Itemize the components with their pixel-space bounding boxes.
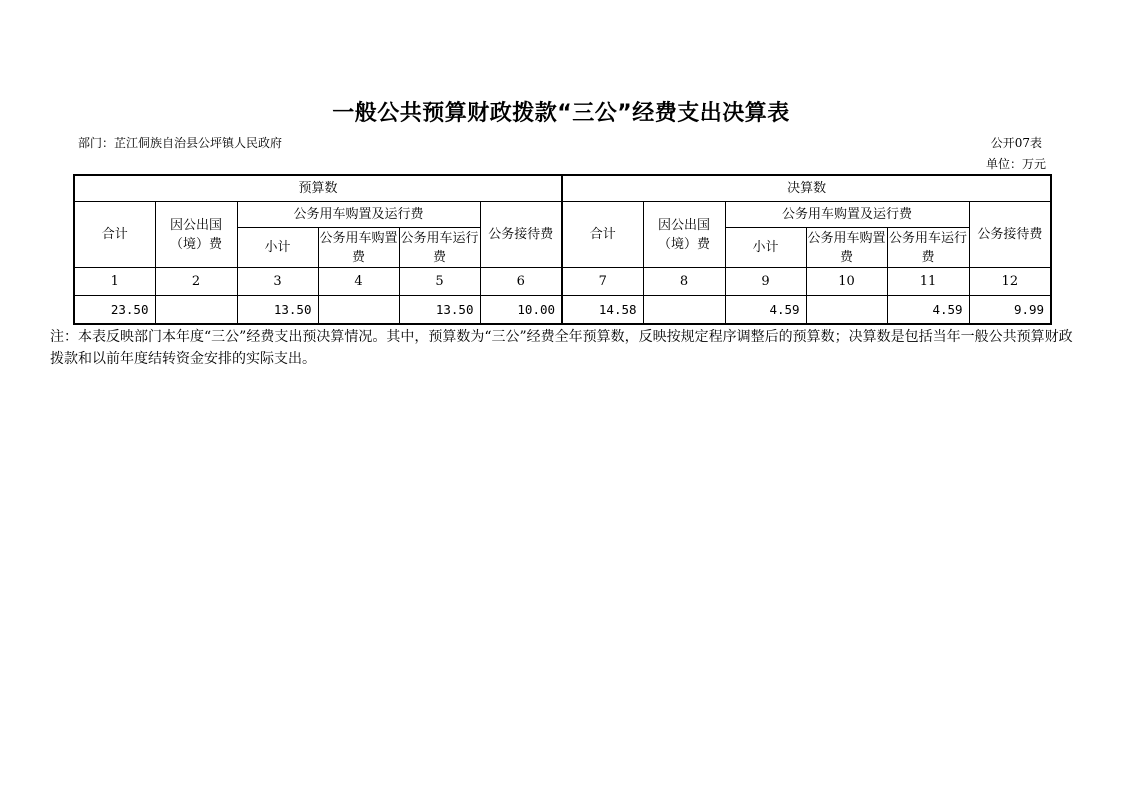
unit-label: 单位：万元 xyxy=(985,157,1046,171)
final-reception-value: 9.99 xyxy=(969,296,1051,325)
budget-vehicle-operation-value: 13.50 xyxy=(399,296,480,325)
page-title: 一般公共预算财政拨款“三公”经费支出决算表 xyxy=(332,101,790,126)
budget-vehicle-operation-header: 公务用车运行费 xyxy=(399,228,480,268)
final-reception-header: 公务接待费 xyxy=(969,202,1051,268)
index-cell: 4 xyxy=(318,268,399,296)
index-cell: 12 xyxy=(969,268,1051,296)
form-number: 公开07表 xyxy=(990,136,1042,150)
budget-vehicle-group-header: 公务用车购置及运行费 xyxy=(237,202,480,228)
final-subtotal-value: 4.59 xyxy=(725,296,806,325)
final-total-header: 合计 xyxy=(562,202,643,268)
final-vehicle-operation-header: 公务用车运行费 xyxy=(887,228,969,268)
budget-abroad-header: 因公出国（境）费 xyxy=(155,202,237,268)
final-vehicle-purchase-value xyxy=(806,296,887,325)
index-cell: 1 xyxy=(74,268,155,296)
budget-reception-value: 10.00 xyxy=(480,296,562,325)
final-subtotal-header: 小计 xyxy=(725,228,806,268)
final-total-value: 14.58 xyxy=(562,296,643,325)
data-row xyxy=(74,296,1051,325)
budget-subtotal-value: 13.50 xyxy=(237,296,318,325)
index-cell: 7 xyxy=(562,268,643,296)
index-cell: 8 xyxy=(643,268,725,296)
budget-reception-header: 公务接待费 xyxy=(480,202,562,268)
index-cell: 3 xyxy=(237,268,318,296)
final-abroad-value xyxy=(643,296,725,325)
budget-abroad-value xyxy=(155,296,237,325)
final-vehicle-operation-value: 4.59 xyxy=(887,296,969,325)
budget-group-header: 预算数 xyxy=(74,175,562,202)
index-cell: 10 xyxy=(806,268,887,296)
index-cell: 11 xyxy=(887,268,969,296)
budget-total-header: 合计 xyxy=(74,202,155,268)
index-row xyxy=(74,268,1051,296)
department-label: 部门：芷江侗族自治县公坪镇人民政府 xyxy=(78,136,283,150)
budget-subtotal-header: 小计 xyxy=(237,228,318,268)
budget-vehicle-purchase-value xyxy=(318,296,399,325)
index-cell: 6 xyxy=(480,268,562,296)
index-cell: 9 xyxy=(725,268,806,296)
budget-vehicle-purchase-header: 公务用车购置费 xyxy=(318,228,399,268)
footnote: 注：本表反映部门本年度“三公”经费支出预决算情况。其中，预算数为“三公”经费全年预算数，反映按规定程序调整后的预算数；决算数是包括当年一般公共预算财政拨款和以前年度结转资金安排的实际支出。 xyxy=(50,329,1073,367)
index-cell: 2 xyxy=(155,268,237,296)
final-vehicle-group-header: 公务用车购置及运行费 xyxy=(725,202,969,228)
budget-total-value: 23.50 xyxy=(74,296,155,325)
final-vehicle-purchase-header: 公务用车购置费 xyxy=(806,228,887,268)
expenditure-table xyxy=(73,174,1052,325)
final-abroad-header: 因公出国（境）费 xyxy=(643,202,725,268)
index-cell: 5 xyxy=(399,268,480,296)
final-group-header: 决算数 xyxy=(562,175,1051,202)
